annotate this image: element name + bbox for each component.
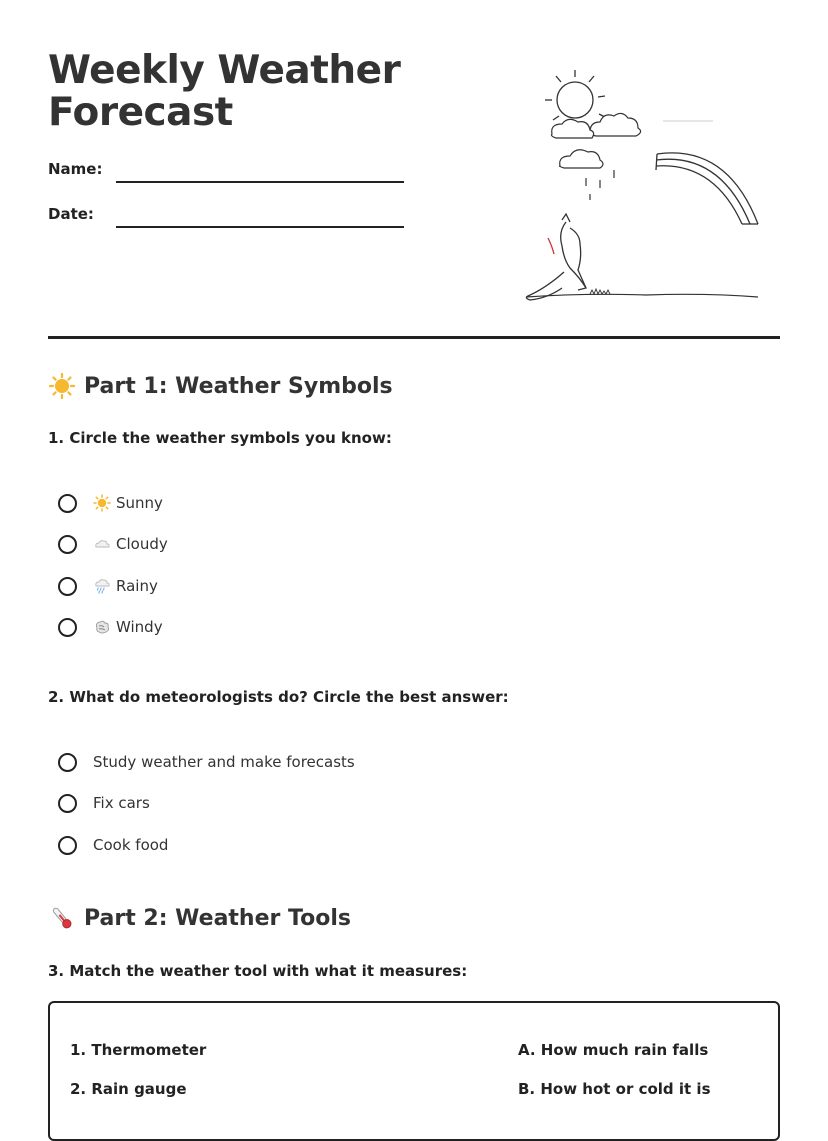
radio-button[interactable] [58, 494, 77, 513]
matching-box [48, 1001, 780, 1141]
raindrops-icon [586, 170, 614, 200]
option-label: Fix cars [93, 794, 150, 812]
measure-item[interactable]: B. How hot or cold it is [518, 1080, 711, 1098]
option-label: Rainy [116, 577, 158, 595]
question-1: 1. Circle the weather symbols you know: [48, 429, 392, 447]
title-line-2: Forecast [48, 90, 233, 135]
part2-heading [48, 904, 351, 932]
option-sunny[interactable] [58, 491, 163, 515]
radio-button[interactable] [58, 794, 77, 813]
option-label: Sunny [116, 494, 163, 512]
header-divider [48, 336, 780, 339]
part1-title: Part 1: Weather Symbols [84, 373, 393, 399]
kangaroo-drawing-icon [526, 214, 586, 300]
question-3: 3. Match the weather tool with what it measures: [48, 962, 468, 980]
rain-cloud-icon [93, 577, 111, 595]
sun-icon [48, 372, 76, 400]
option-windy[interactable] [58, 615, 163, 639]
part2-title: Part 2: Weather Tools [84, 905, 351, 931]
option-label: Windy [116, 618, 163, 636]
radio-button[interactable] [58, 577, 77, 596]
measure-item[interactable]: A. How much rain falls [518, 1041, 709, 1059]
cloud-drawing-icon [552, 113, 641, 168]
thermometer-icon [48, 904, 76, 932]
option-label: Study weather and make forecasts [93, 753, 355, 771]
weather-illustration [520, 62, 770, 307]
date-line[interactable] [116, 226, 404, 228]
date-field[interactable] [48, 205, 408, 235]
tool-item[interactable]: 1. Thermometer [70, 1041, 207, 1059]
option-cloudy[interactable] [58, 532, 168, 556]
name-line[interactable] [116, 181, 404, 183]
sun-icon [93, 494, 111, 512]
cloud-icon [93, 535, 111, 553]
option-label: Cook food [93, 836, 169, 854]
name-field[interactable] [48, 160, 408, 190]
grass-tufts [590, 289, 610, 294]
date-label: Date: [48, 205, 94, 223]
option-label: Cloudy [116, 535, 168, 553]
tool-item[interactable]: 2. Rain gauge [70, 1080, 187, 1098]
radio-button[interactable] [58, 836, 77, 855]
option-study-weather[interactable] [58, 750, 355, 774]
rainbow-drawing-icon [656, 153, 758, 224]
option-cook-food[interactable] [58, 833, 168, 857]
wind-icon [93, 618, 111, 636]
radio-button[interactable] [58, 618, 77, 637]
page-title [48, 50, 448, 134]
title-line-1: Weekly Weather [48, 48, 401, 93]
sun-drawing-icon [545, 70, 605, 120]
part1-heading [48, 372, 393, 400]
radio-button[interactable] [58, 753, 77, 772]
option-rainy[interactable] [58, 574, 158, 598]
option-fix-cars[interactable] [58, 791, 150, 815]
name-label: Name: [48, 160, 103, 178]
radio-button[interactable] [58, 535, 77, 554]
question-2: 2. What do meteorologists do? Circle the best answer: [48, 688, 509, 706]
grass-line [526, 294, 758, 297]
